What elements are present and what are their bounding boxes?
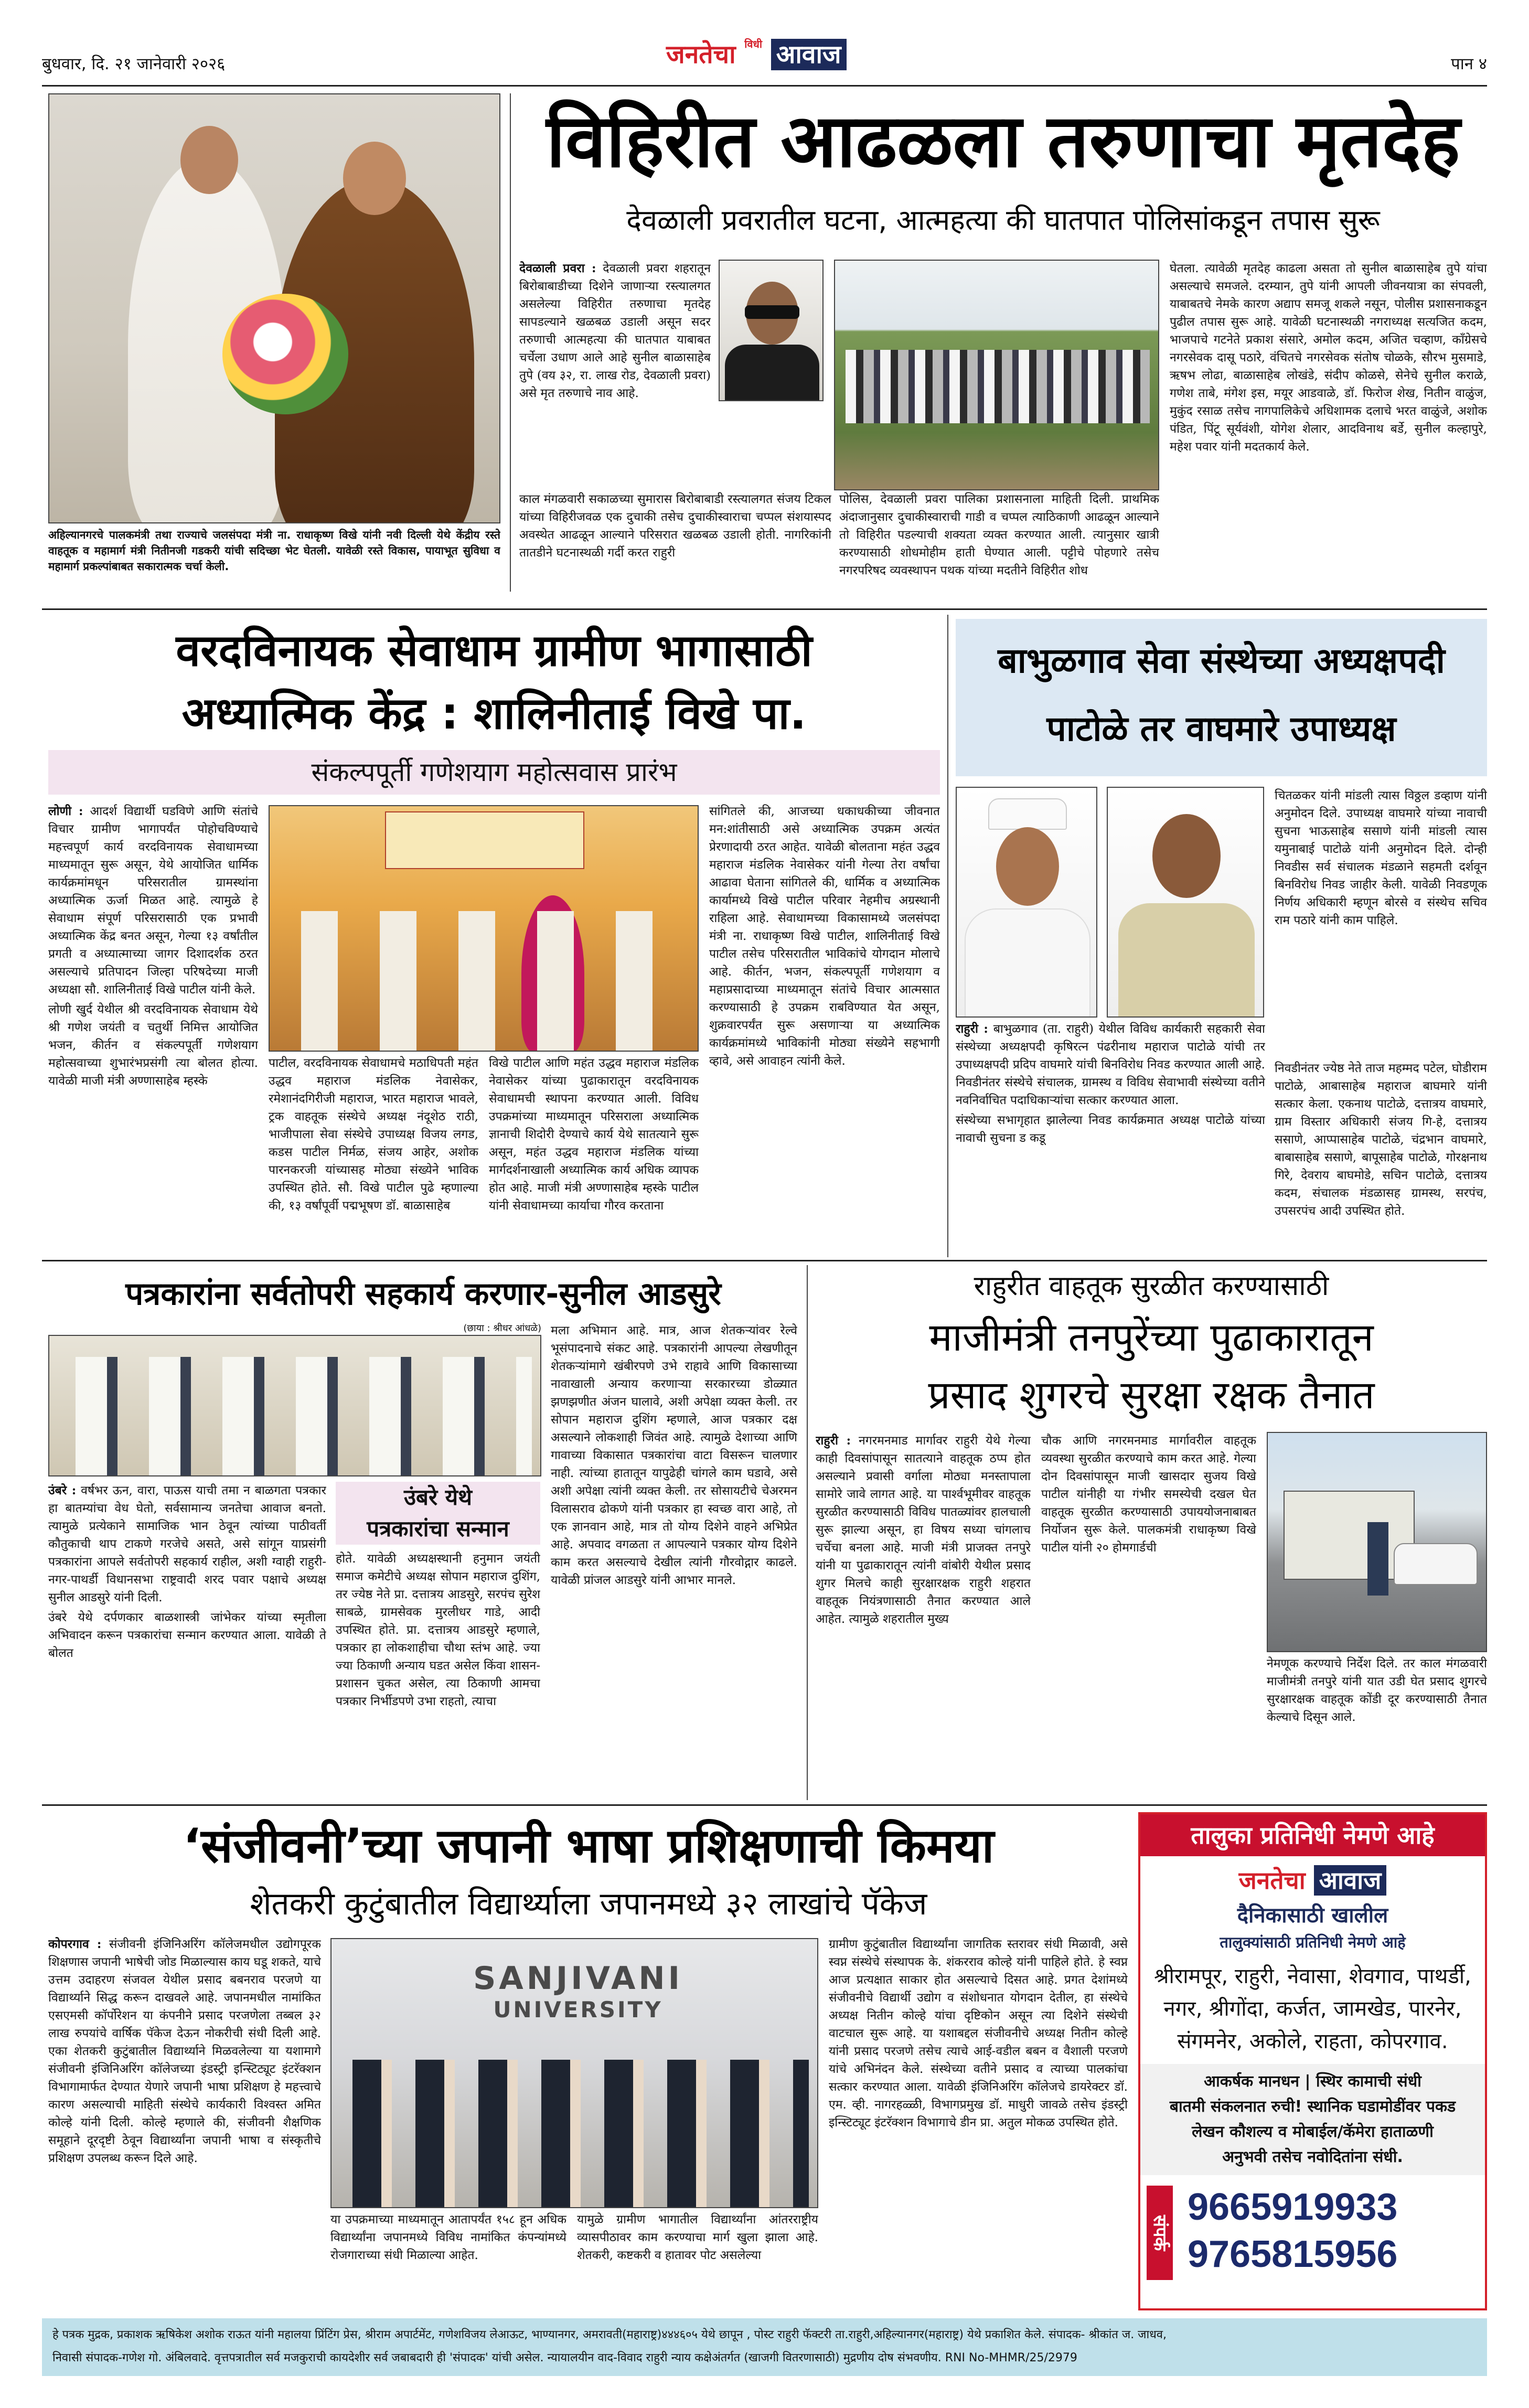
traffic-photo [1267,1432,1487,1652]
victim-portrait [719,260,824,401]
imprint-line-1: हे पत्रक मुद्रक, प्रकाशक ऋषिकेश अशोक राऊत यांनी महालया प्रिंटिंग प्रेस, श्रीराम अपार्टमेंट, गणेशविजय लेआऊट, भाण्यानगर, अमरावती(महाराष्ट्र)४४४६०५ येथे छापून , पोस्ट राहुरी फॅक्टरी ता.राहुरी,अहिल्यानगर(महाराष्ट्र) येथे प्रकाशित केले. संपादक- श्रीकांत ज. जाधव, [52,2328,1167,2341]
story2-headline-2: अध्यात्मिक केंद्र : शालिनीताई विखे पा. [181,688,807,739]
advert-places: श्रीरामपूर, राहुरी, नेवासा, शेवगाव, पाथर्डी, नगर, श्रीगोंदा, कर्जत, जामखेड, पारनेर, संगमनेर, अकोले, राहता, कोपरगाव. [1154,1964,1471,2053]
stage-banner [385,811,584,869]
story5-dateline: राहुरी : [816,1433,851,1448]
story3-headline-2: पाटोळे तर वाघमारे उपाध्यक्ष [1046,709,1396,749]
story5-col1-text: नगरमनमाड मार्गावर राहुरी येथे गेल्या काही दिवसांपासून सातत्याने वाहतूक ठप्प होत असल्याने प्रवासी वर्गाला मोठ्या मनस्तापाला सामोरे जावे लागत आहे. या पार्श्वभूमीवर वाहतूक सुरळीत करण्यासाठी विविध पातळ्यांवर हालचाली सुरू झाल्या असून, हा विषय सध्या चांगलाच चर्चेचा बनला आहे. माजी मंत्री प्राजक्त तनपुरे यांनी या पुढाकारातून त्यांनी वांबोरी येथील प्रसाद शुगर मिलचे काही सुरक्षारक्षक राहुरी शहरात वाहतूक नियंत्रणासाठी तैनात करण्यात आले आहेत. त्यामुळे शहरातील मुख्य [816,1434,1031,1626]
story6-dateline: कोपरगाव : [48,1937,102,1951]
story1-col1b: काल मंगळवारी सकाळच्या सुमारास बिरोबाबाडी रस्त्यालगत संजय टिकल यांच्या विहिरीजवळ एक दुचाकी तसेच दुचाकीस्वाराचा चप्पल संशयास्पद अवस्थेत आढळून आल्याने परिसरात खळबळ उडाली होती. नागरिकांनी तातडीने घटनास्थळी गर्दी करत राहुरी [519,493,831,560]
story3-head-band [956,619,1487,776]
advert-line-1: दैनिकासाठी खालील [1237,1903,1388,1928]
sanjivani-sign-line1: SANJIVANI [473,1960,683,1997]
story4-box-title-2: पत्रकारांचा सन्मान [367,1516,509,1542]
representative-advert [1138,1812,1487,2310]
advert-offer-1: आकर्षक मानधन | स्थिर कामाची संधी [1204,2072,1421,2091]
story2-subhead-band [48,750,940,795]
portrait-shirt [725,345,819,401]
story2-col1 [48,802,258,1254]
phone-2[interactable]: 9765815956 [1188,2233,1398,2275]
story6-headline: ‘संजीवनी’च्या जपानी भाषा प्रशिक्षणाची किमया [183,1818,995,1874]
gandhi-cap [988,798,1067,830]
story6-col2: ग्रामीण कुटुंबातील विद्यार्थ्यांना जागतिक स्तरावर संधी मिळावी, असे स्वप्न संस्थेचे संस्थापक के. शंकरराव कोल्हे यांनी पाहिले होते. हे स्वप्न आज प्रत्यक्षात साकार होत असल्याचे दिसत आहे. प्रगत देशांमध्ये संजीवनीचे विद्यार्थी उद्योग व संशोधनात योगदान देतील, हा संस्थेचे अध्यक्ष नितीन कोल्हे यांचा दृष्टिकोन असून त्या दिशेने संस्थेची वाटचाल सुरू आहे. या यशाबद्दल संजीवनीचे अध्यक्ष नितीन कोल्हे यांनी प्रसाद परजणे तसेच त्याचे आई-वडील बबन व वैशाली परजणे यांचे अभिनंदन केले. संस्थेच्या वतीने प्रसाद व त्याच्या पालकांचा सत्कार करण्यात आला. यावेळी इंजिनिअरिंग कॉलेजचे डायरेक्टर डॉ. एम. व्ही. नागरहळ्ळी, विभागप्रमुख डॉ. माधुरी जावळे तसेच इंडस्ट्री इन्स्टिट्यूट इंटरॅक्शन विभागाचे डीन प्रा. अतुल मोकळ उपस्थित होते. [829,1938,1128,2129]
story5-col2: चौक आणि नगरमनमाड मार्गावरील वाहतूक व्यवस्था सुरळीत करण्याचे काम करत आहे. गेल्या दोन दिवसांपासून माजी खासदार सुजय विखे पाटील यांनीही या गंभीर समस्येची दखल घेत वाहतूक सुरळीत करण्यासाठी उपाययोजनाबाबत निर्योजन सुरू केले. पालकमंत्री राधाकृष्ण विखे पाटील यांनी २० होमगार्डची [1041,1434,1256,1555]
patole-photo [956,787,1097,1018]
security-guard [1367,1522,1388,1596]
story6-col1 [48,1935,321,2310]
story1-col1-text: देवळाली प्रवरा शहरातून बिरोबाबाडीच्या दिशेने जाणाऱ्या रस्त्यालगत असलेल्या विहिरीत तरुणाचा मृतदेह सापडल्याने खळबळ उडाली असून सदर तरुणाची आत्महत्या की घातपात याबाबत चर्चेला उधाण आले आहे सुनील बाळासाहेब तुपे (वय ३२, रा. लाख रोड, देवळाली प्रवरा) असे मृत तरुणाचे नाव आहे. [519,262,711,400]
person-left-head [180,126,238,194]
sanjivani-sign-line2: UNIVERSITY [493,1997,663,2022]
story3-headline-1: बाभुळगाव सेवा संस्थेच्या अध्यक्षपदी [998,640,1445,681]
story5-col3: नेमणूक करण्याचे निर्देश दिले. तर काल मंगळवारी माजीमंत्री तनपुरे यांनी यात उडी घेत प्रसाद शुगरचे सुरक्षारक्षक वाहतूक कोंडी दूर करण्यासाठी तैनात केल्याचे दिसून आले. [1267,1657,1487,1724]
advert-offers [1140,2064,1485,2175]
story4-box-title [336,1482,540,1545]
story3-dateline: राहुरी : [956,1022,988,1036]
story1-dateline: देवळाली प्रवरा : [519,261,596,275]
story4-col1-text: वर्षभर ऊन, वारा, पाऊस याची तमा न बाळगता पत्रकार हा बातम्यांचा वेध घेतो, सर्वसामान्य जनतेचा आवाज बनतो. त्यामुळे प्रत्येकाने सामाजिक भान ठेवून त्यांच्या पाठीवर्ती कौतुकाची थाप टाकणे गरजेचे असते, असे सांगून याप्रसंगी पत्रकारांना आपले सर्वतोपरी सहकार्य राहील, अशी ग्वाही राहुरी-नगर-पाथर्डी विधानसभा राष्ट्रवादी शरद पवार पक्षाचे अध्यक्ष सुनील आडसुरे यांनी दिली. [48,1484,326,1604]
section-rule-2 [42,1260,1487,1261]
group-row [60,1357,532,1476]
felicitation-photo [48,1335,541,1476]
sanjivani-sign [436,1960,720,2039]
story3-col1b: संस्थेच्या सभागृहात झालेल्या निवड कार्यक्रमात अध्यक्ष पाटोळे यांच्या नावाची सुचना ड कडू [956,1114,1265,1145]
logo-word-right: आवाज [771,39,847,70]
phone-1[interactable]: 9665919933 [1188,2186,1398,2228]
dignitaries-row [342,2060,809,2208]
col-divider [510,93,511,592]
imprint-footer [42,2318,1487,2376]
masthead [42,37,1487,84]
guests-row [280,911,689,1052]
contact-label: संपर्क [1147,2186,1173,2280]
varadvinayak-photo [269,805,699,1052]
story4-col1 [48,1482,326,1796]
story5-headline-1: माजीमंत्री तनपुरेंच्या पुढाकारातून [929,1315,1374,1360]
story2-col3: विखे पाटील आणि महंत उद्धव महाराज मंडलिक नेवासेकर यांच्या पुढाकारातून वरदविनायक सेवाधामची स्थापना करण्यात आली. विविध उपक्रमांच्या माध्यमातून परिसराला अध्यात्मिक ज्ञानाची शिदोरी देण्याचे कार्य येथे सातत्याने सुरू असून, महंत उद्धव महाराज मंडलिक यांच्या मार्गदर्शनाखाली अध्यात्मिक कार्य अधिक व्यापक होत आहे. माजी मंत्री अण्णासाहेब म्हस्के पाटील यांनी सेवाधामच्या कार्याचा गौरव करताना [489,1056,699,1213]
page-number: पान ४ [1451,55,1487,73]
logo-word-small: विधी [744,38,763,50]
story3-col2b: निवडीनंतर ज्येष्ठ नेते ताज महम्मद पटेल, घोडीराम पाटोळे, आबासाहेब महाराज बाघमारे यांनी सत्कार केला. एकनाथ पाटोळे, दत्तात्रय वाघमारे, ग्राम विस्तार अधिकारी संजय गि-हे, दत्तात्रय ससाणे, आप्पासाहेब पाटोळे, चंद्रभान वाघमारे, बाबासाहेब ससाणे, बापूसाहेब पाटोळे, गोरक्षनाथ गिरे, देवराय बाघमोडे, सचिन पाटोळे, दत्तात्रय कदम, संचालक मंडळासह ग्रामस्थ, सरपंच, उपसरपंच आदी उपस्थित होते. [1275,1062,1487,1218]
masthead-logo [666,37,892,79]
story2-headline-1: वरदविनायक सेवाधाम ग्रामीण भागासाठी [176,625,812,676]
story5-col1 [816,1432,1031,1796]
story2-col1b: लोणी खुर्द येथील श्री वरदविनायक सेवाधाम येथे श्री गणेश जयंती व चतुर्थी निमित्त आयोजित भजन, कीर्तन व संकल्पपूर्ती गणेशयाग महोत्सवाच्या शुभारंभप्रसंगी त्या बोलत होत्या. यावेळी माजी मंत्री अण्णासाहेब म्हस्के [48,1003,258,1088]
story6-photo-caption-1: या उपक्रमाच्या माध्यमातून आतापर्यंत १५८ हून अधिक विद्यार्थ्यांना जपानमध्ये विविध नामांकित कंपन्यांमध्ये रोजगाराच्या संधी मिळाल्या आहेत. [330,2213,566,2262]
col-divider [807,1265,808,1800]
advert-offer-2: बातमी संकलनात रुची! स्थानिक घडामोडींवर पकड [1169,2097,1456,2116]
advert-logo [1140,1864,1485,1896]
flower-bouquet [222,294,348,414]
patole-head [996,827,1059,906]
story5-kicker: राहुरीत वाहतूक सुरळीत करण्यासाठी [974,1270,1329,1302]
advert-contact [1140,2180,1485,2285]
col-divider [947,615,948,1257]
section-rule-1 [42,608,1487,610]
story4-dateline: उंबरे : [48,1483,77,1497]
crowd-row [846,350,1150,423]
story4-box-title-1: उंबरे येथे [404,1484,472,1510]
advert-logo-left: जनतेचा [1238,1866,1306,1895]
gadkari-caption: अहिल्यानगरचे पालकमंत्री तथा राज्याचे जलसंपदा मंत्री ना. राधाकृष्ण विखे यांनी नवी दिल्ली येथे केंद्रीय रस्ते वाहतूक व महामार्ग मंत्री नितीनजी गडकरी यांची सदिच्छा भेट घेतली. यावेळी रस्ते विकास, पायाभूत सुविधा व महामार्ग प्रकल्पांबाबत सकारात्मक चर्चा केली. [48,529,500,573]
section-rule-3 [42,1804,1487,1806]
story2-col1-text: आदर्श विद्यार्थी घडविणे आणि संतांचे विचार ग्रामीण भागापर्यंत पोहोचविण्याचे महत्त्वपूर्ण कार्य वरदविनायक सेवाधामच्या माध्यमातून सुरू असून, येथे आयोजित धार्मिक कार्यक्रमांमधून परिसरातील ग्रामस्थांना अध्यात्मिक ऊर्जा मिळत आहे. त्यामुळे हे सेवाधाम संपूर्ण परिसरासाठी एक प्रभावी अध्यात्मिक केंद्र बनत असून, गेल्या १३ वर्षांतील प्रगती व अध्यात्माच्या जागर दिशादर्शक ठरत असल्याचे प्रतिपादन जिल्हा परिषदेच्या माजी अध्यक्षा सौ. शालिनीताई विखे पाटील यांनी केले. [48,805,258,997]
sanjivani-photo [330,1938,818,2208]
story1-subhead: देवळाली प्रवरातील घटना, आत्महत्या की घातपात पोलिसांकडून तपास सुरू [626,204,1380,237]
story1-col1 [519,260,711,488]
waghmare-head [1152,814,1221,898]
advert-logo-right: आवाज [1314,1865,1387,1896]
advert-title: तालुका प्रतिनिधी नेमणे आहे [1140,1814,1485,1856]
story4-col1b: उंबरे येथे दर्पणकार बाळशास्त्री जांभेकर यांच्या स्मृतीला अभिवादन करून पत्रकारांचा सन्मान करण्यात आला. यावेळी ते बोलत [48,1611,326,1660]
gadkari-photo [48,93,500,523]
waghmare-photo [1107,787,1264,1018]
imprint-line-2: निवासी संपादक-गणेश गो. अंबिलवादे. वृत्तपत्रातील सर्व मजकुराची कायदेशीर सर्व जबाबदारी ही 'संपादक' यांची असेल. न्यायालयीन वाद-विवाद राहुरी न्याय कक्षेअंतर्गत (खाजगी वितरणासाठी) मुद्रणीय दोष संभवणीय. RNI No-MHMR/25/2979 [52,2351,1077,2364]
person-right-head [343,142,406,215]
story4-col3: मला अभिमान आहे. मात्र, आज शेतकऱ्यांवर रेल्वे भूसंपादनाचे संकट आहे. पत्रकारांनी आपल्या लेखणीतून शेतकऱ्यांमागे खंबीरपणे उभे राहावे आणि विकासाच्या नावाखाली अन्याय करणाऱ्या सरकारच्या डोळ्यात झणझणीत अंजन घालावे, अशी अपेक्षा व्यक्त केली. तर सोपान महाराज दुशिंग म्हणाले, आज पत्रकार दक्ष असल्याने लोकशाही जिवंत आहे. त्यामुळे देशाच्या आणि गावाच्या विकासात पत्रकारांचा वाटा विसरून चालणार नाही. त्यांच्या हातातून यापुढेही चांगले काम घडावे, असे अशी अपेक्षा त्यांनी व्यक्त केली. तर सोसायटीचे चेअरमन विलासराव ढोकणे यांनी पत्रकार हा स्वच्छ वारा आहे, तो एक ज्ञानवान आहे, मात्र तो योग्य दिशेने वाहने अभिप्रेत आहे. अपवाद वगळता त आपल्याने पत्रकार योग्य दिशेने काम करत असल्याचे देखील त्यांनी गौरवोद्गार काढले. यावेळी प्रांजल आडसुरे यांनी आभार मानले. [551,1324,797,1587]
car [1394,1543,1478,1585]
story4-col2: होते. यावेळी अध्यक्षस्थानी हनुमान जयंती समाज कमेटीचे अध्यक्ष सोपान महाराज दुशिंग, तर ज्येष्ठ नेते प्रा. दत्तात्रय आडसुरे, सरपंच सुरेश साबळे, ग्रामसेवक मुरलीधर गाडे, आदी उपस्थित होते. प्रा. दत्तात्रय आडसुरे म्हणाले, पत्रकार हा लोकशाहीचा चौथा स्तंभ आहे. ज्या ज्या ठिकाणी अन्याय घडत असेल किंवा शासन-प्रशासन चुकत असेल, त्या ठिकाणी आमचा पत्रकार निर्भीडपणे उभा राहतो, त्याचा [336,1552,540,1708]
portrait-sunglasses [745,305,799,319]
story1-col3: घेतला. त्यावेळी मृतदेह काढला असता तो सुनील बाळासाहेब तुपे यांचा असल्याचे समजले. दरम्यान, तुपे यांनी आपली जीवनयात्रा का संपवली, याबाबतचे नेमके कारण अद्याप समजू शकले नसून, पोलीस प्रशासनाकडून पुढील तपास सुरू आहे. यावेळी घटनास्थळी नगराध्यक्ष सत्यजित कदम, भाजपाचे गटनेते प्रकाश संसारे, अमोल कदम, अजित चव्हाण, काँग्रेसचे नगरसेवक दासू पठारे, वंचितचे नगरसेवक संतोष चोळके, सौरभ मुसमाडे, ऋषभ लोढा, बाळासाहेब लोखंडे, संदीप कोळसे, सेनेचे सुनील कराळे, गणेश ताबे, मंगेश इस, मयूर आडवाळे, डॉ. फिरोज शेख, नितीन वाळुंज, मुकुंद रसाळ तसेच नागपालिकेचे अधिशामक दलाचे भरत वाळुंजे, अशोक पंडित, पिंटू सूर्यवंशी, योगेश शेलार, आदविनाथ बर्डे, सुनील कल्हापुरे, महेश पवार यांनी मदतकार्य केले. [1170,262,1487,454]
story1-col2: पोलिस, देवळाली प्रवरा पालिका प्रशासनाला माहिती दिली. प्राथमिक अंदाजानुसार दुचाकीस्वाराची गाडी व चप्पल त्याठिकाणी आढळून आल्याने तो विहिरीत पडल्याची शक्यता व्यक्त करण्यात आली. त्यानुसार खात्री करण्यासाठी शोधमोहीम हाती घेण्यात आली. पट्टीचे पोहणारे तसेच नगरपरिषद व्यवस्थापन पथक यांच्या मदतीने विहिरीत शोध [839,493,1159,577]
story6-photo-caption-2: यामुळे ग्रामीण भागातील विद्यार्थ्यांना आंतरराष्ट्रीय व्यासपीठावर काम करण्याचा मार्ग खुला झाला आहे. शेतकरी, कष्टकरी व हातावर पोट असलेल्या [577,2213,818,2262]
patole-shirt [965,908,1090,1018]
story2-subhead: संकल्पपूर्ती गणेशयाग महोत्सवास प्रारंभ [311,757,677,787]
story6-col1-text: संजीवनी इंजिनिअरिंग कॉलेजमधील उद्योगपूरक शिक्षणास जपानी भाषेची जोड मिळाल्यास काय घडू शकते, याचे उत्तम उदाहरण संजवल येथील प्रसाद बबनराव परजणे या विद्यार्थ्याने सिद्ध करून दाखवले आहे. जपानमधील नामांकित एसएमसी कॉर्पोरेशन या कंपनीने प्रसाद परजणेला तब्बल ३२ लाख रुपयांचे वार्षिक पॅकेज देऊन नोकरीची संधी दिली आहे. एका शेतकरी कुटुंबातील विद्यार्थ्याने मिळवलेल्या या यशामागे संजीवनी इंजिनिअरिंग कॉलेजच्या इंडस्ट्री इन्स्टिट्यूट इंटरॅक्शन विभागामार्फत देण्यात येणारे जपानी भाषा प्रशिक्षण हे महत्त्वाचे कारण असल्याची माहिती संस्थेचे कार्यकारी विश्वस्त अमित कोल्हे यांनी दिली. कोल्हे म्हणाले की, संजीवनी शैक्षणिक समूहाने दूरदृष्टी ठेवून विद्यार्थ्यांना जपानी भाषा व संस्कृतीचे प्रशिक्षण उपलब्ध करून दिले आहे. [48,1938,321,2165]
story3-col1 [956,1020,1265,1254]
story3-col2a: चितळकर यांनी मांडली त्यास विठ्ठल डव्हाण यांनी अनुमोदन दिले. उपाध्यक्ष वाघमारे यांच्या नावाची सुचना भाऊसाहेब ससाणे यांनी मांडली त्यास यमुनाबाई पाटोळे यांनी अनुमोदन दिले. दोन्ही निवडीस सर्व संचालक मंडळाने सहमती दर्शवून बिनविरोध निवड जाहीर केली. यावेळी निवडणूक निर्णय अधिकारी म्हणून बोरसे व संस्थेच सचिव राम पठारे यांनी काम पाहिले. [1275,789,1487,927]
logo-word-left: जनतेचा [666,40,736,69]
story3-col1-text: बाभुळगाव (ता. राहुरी) येथील विविध कार्यकारी सहकारी सेवा संस्थेच्या अध्यक्षपदी कृषिरत्न पंढरीनाथ महाराज पाटोळे यांची तर उपाध्यक्षपदी प्रदिप वाघमारे यांची बिनविरोध निवड करण्यात आली आहे. निवडीनंतर संस्थेचे संचालक, ग्रामस्थ व विविध सेवाभावी संस्थेच्या वतीने नवनिर्वाचित पदाधिकाऱ्यांचा सत्कार करण्यात आला. [956,1022,1265,1107]
story1-headline: विहिरीत आढळला तरुणाचा मृतदेह [546,99,1460,184]
well-crowd-photo [834,260,1159,490]
story6-subhead: शेतकरी कुटुंबातील विद्यार्थ्याला जपानमध्ये ३२ लाखांचे पॅकेज [250,1886,927,1922]
story2-col2: पाटील, वरदविनायक सेवाधामचे मठाधिपती महंत उद्धव महाराज मंडलिक नेवासेकर, रमेशानंदगिरीजी महाराज, भारत महाराज भावले, ट्रक वाहतूक संस्थेचे अध्यक्ष नंदूशेठ राठी, भाजीपाला सेवा संस्थेचे उपाध्यक्ष विजय लगड, कडस पाटील निर्मळ, संजय आहेर, अशोक पारनकरजी यांच्यासह मोठ्या संख्येने भाविक उपस्थित होते. सौ. विखे पाटील पुढे म्हणाल्या की, १३ वर्षांपूर्वी पद्मभूषण डॉ. बाळासाहेब [269,1056,478,1213]
story4-headline: पत्रकारांना सर्वतोपरी सहकार्य करणार-सुनील आडसुरे [125,1276,721,1312]
issue-date: बुधवार, दि. २१ जानेवारी २०२६ [42,55,226,73]
story5-headline-2: प्रसाद शुगरचे सुरक्षा रक्षक तैनात [928,1373,1375,1418]
masthead-rule [42,85,1487,87]
story2-col4: सांगितले की, आजच्या धकाधकीच्या जीवनात मन:शांतीसाठी असे अध्यात्मिक उपक्रम अत्यंत प्रेरणादायी ठरत आहेत. यावेळी बोलताना महंत उद्धव महाराज मंडलिक नेवासेकर यांनी गेल्या तेरा वर्षांचा आढावा घेताना सांगितले की, धार्मिक व अध्यात्मिक कार्यामध्ये विखे पाटील परिवार नेहमीच अग्रस्थानी राहिला आहे. सेवाधामच्या विकासामध्ये जलसंपदा मंत्री ना. राधाकृष्ण विखे पाटील, शालिनीताई विखे पाटील तसेच परिसरातील भाविकांचे योगदान मोलाचे आहे. कीर्तन, भजन, संकल्पपूर्ती गणेशयाग व महाप्रसादाच्या माध्यमातून संतांचे विचार आत्मसात करण्यासाठी हे उपक्रम राबविण्यात येत असून, शुक्रवारपर्यंत सुरू असणाऱ्या या अध्यात्मिक कार्यक्रमांमध्ये भाविकांनी मोठ्या संख्येने सहभागी व्हावे, असे आवाहन त्यांनी केले. [709,805,940,1068]
advert-offer-4: अनुभवी तसेच नवोदितांना संधी. [1222,2148,1403,2166]
story4-photo-credit: (छाया : श्रीधर आंधळे) [463,1323,541,1334]
waghmare-shirt [1118,903,1255,1018]
advert-offer-3: लेखन कौशल्य व मोबाईल/कॅमेरा हाताळणी [1192,2123,1434,2141]
advert-line-2: तालुक्यांसाठी प्रतिनिधी नेमणे आहे [1220,1933,1406,1951]
story2-dateline: लोणी : [48,804,83,818]
